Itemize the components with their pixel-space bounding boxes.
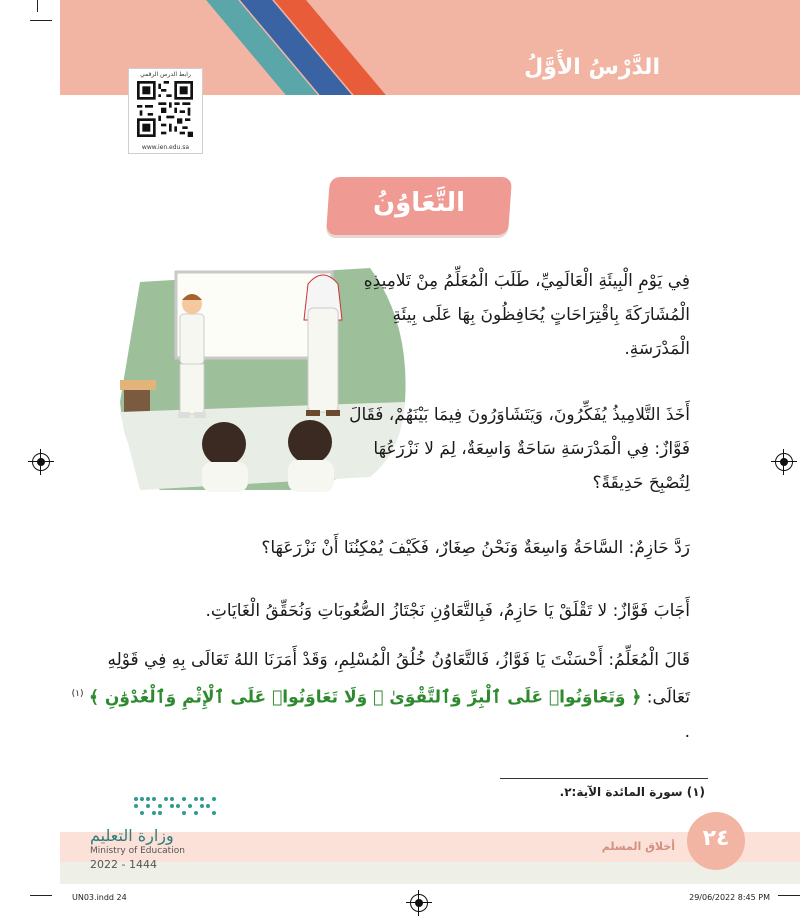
crop-mark bbox=[30, 895, 52, 896]
paragraph-2: أَخَذَ التَّلامِيذُ يُفَكِّرُونَ، وَيَتَشَاوَرُونَ فِيمَا بَيْنَهُمْ، فَقَالَ فَوَّازٌ: فِي الْمَدْرَسَةِ سَاحَةٌ وَاسِعَةٌ، لِمَ لا نَزْرَعُهَا لِتُصْبِحَ حَدِيقَةً؟ bbox=[349, 405, 690, 493]
footnote-divider bbox=[500, 778, 708, 779]
ministry-logo-icon bbox=[130, 793, 220, 819]
registration-mark-icon bbox=[32, 453, 50, 471]
book-name: أخلاق المسلم bbox=[601, 840, 675, 853]
quran-verse: ﴿ وَتَعَاوَنُوا۟ عَلَى ٱلْبِرِّ وَٱلتَّقْوَىٰ ۖ وَلَا تَعَاوَنُوا۟ عَلَى ٱلْإِثْمِ وَٱلْعُدْوَٰنِ ﴾ bbox=[88, 687, 642, 708]
qr-caption: رابط الدرس الرقمي bbox=[140, 71, 191, 78]
footer-band-lower bbox=[60, 862, 800, 884]
paragraph-1: فِي يَوْمِ الْبِيئَةِ الْعَالَمِيِّ، طَلَبَ الْمُعَلِّمُ مِنْ تَلامِيذِهِ الْمُشَارَكَةَ بِاقْتِرَاحَاتٍ يُحَافِظُونَ بِهَا عَلَى بِيئَةِ الْمَدْرَسَةِ. bbox=[363, 271, 690, 359]
registration-mark-icon bbox=[775, 453, 793, 471]
ministry-name-ar: وزارة التعليم bbox=[90, 826, 174, 845]
crop-mark bbox=[30, 20, 52, 21]
footnote: (١) سورة المائدة الآية:٢. bbox=[559, 785, 705, 799]
page-number: ٢٤ bbox=[702, 826, 730, 851]
paragraph-3: رَدَّ حَازِمٌ: السَّاحَةُ وَاسِعَةٌ وَنَحْنُ صِغَارٌ، فَكَيْفَ يُمْكِنُنَا أَنْ نَزْرَعَهَا؟ bbox=[261, 538, 690, 558]
paragraph-5-text: قَالَ الْمُعَلِّمُ: أَحْسَنْتَ يَا فَوَّازُ، فَالتَّعَاوُنُ خُلُقُ الْمُسْلِمِ، وَقَدْ أَمَرَنَا اللهُ تَعَالَى بِهِ فِي قَوْلِهِ تَعَالَى: bbox=[107, 650, 690, 708]
crop-mark bbox=[37, 0, 38, 12]
qr-url[interactable]: www.ien.edu.sa bbox=[141, 144, 190, 151]
qr-code-icon[interactable] bbox=[137, 81, 193, 137]
ministry-name-en: Ministry of Education bbox=[90, 846, 185, 856]
registration-mark-icon bbox=[410, 894, 428, 912]
lesson-title: التَّعَاوُنُ bbox=[372, 188, 466, 218]
print-slug-file: UN03.indd 24 bbox=[72, 893, 127, 902]
verse-footnote-ref[interactable]: (١) bbox=[71, 689, 84, 699]
qr-card[interactable] bbox=[128, 68, 203, 154]
header-fill bbox=[400, 0, 800, 95]
paragraph-5 bbox=[70, 643, 690, 749]
ministry-year: 2022 - 1444 bbox=[90, 858, 157, 871]
paragraph-5-end: . bbox=[684, 721, 690, 742]
print-slug-date: 29/06/2022 8:45 PM bbox=[689, 893, 770, 902]
paragraph-4: أَجَابَ فَوَّازٌ: لا تَقْلَقْ يَا حَازِمُ، فَبِالتَّعَاوُنِ نَجْتَازُ الصُّعُوبَاتِ وَنُحَقِّقُ الْغَايَاتِ. bbox=[205, 601, 690, 621]
crop-mark bbox=[778, 895, 800, 896]
lesson-number-title: الدَّرْسُ الأَوَّلُ bbox=[524, 55, 660, 80]
